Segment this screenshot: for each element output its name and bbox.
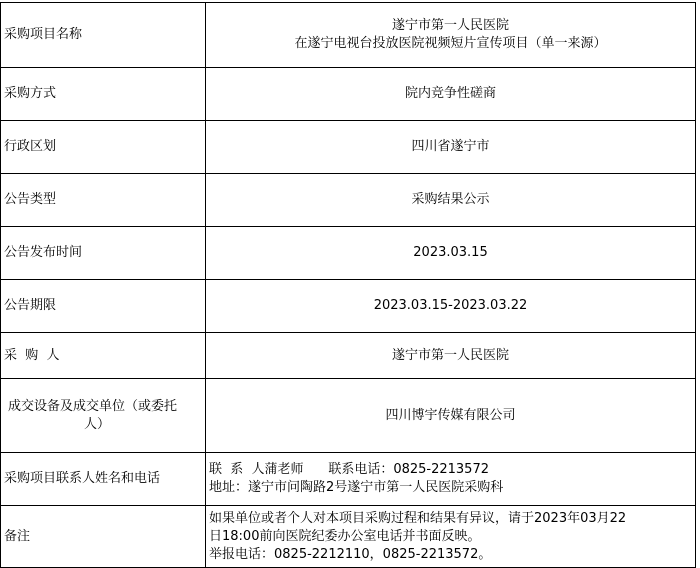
table-row — [1, 227, 696, 280]
table-row — [1, 121, 696, 174]
remarks-line-3: 举报电话：0825-2212110，0825-2213572。 — [209, 546, 492, 562]
remarks-line-2: 日18:00前向医院纪委办公室电话并书面反映。 — [209, 528, 481, 544]
value-contact-person — [206, 453, 696, 506]
table-row — [1, 379, 696, 453]
value-administrative-region: 四川省遂宁市 — [206, 121, 696, 174]
label-administrative-region: 行政区划 — [1, 121, 206, 174]
table-row — [1, 333, 696, 379]
contact-line: 联 系 人蒲老师 联系电话：0825-2213572 — [209, 462, 489, 477]
table-row — [1, 3, 696, 68]
table-row — [1, 280, 696, 333]
label-publish-date: 公告发布时间 — [1, 227, 206, 280]
value-winning-supplier: 四川博宇传媒有限公司 — [206, 379, 696, 453]
label-notice-type: 公告类型 — [1, 174, 206, 227]
label-procurement-method: 采购方式 — [1, 68, 206, 121]
procurement-notice-table — [0, 2, 696, 568]
table-row — [1, 506, 696, 568]
label-notice-period: 公告期限 — [1, 280, 206, 333]
value-remarks — [206, 506, 696, 568]
winning-supplier-label-line-2: 人） — [84, 416, 111, 432]
label-contact-person: 采购项目联系人姓名和电话 — [1, 453, 206, 506]
purchaser-label-text: 采 购 人 — [4, 347, 60, 363]
value-purchaser: 遂宁市第一人民医院 — [206, 333, 696, 379]
winning-supplier-label-line-1: 成交设备及成交单位（或委托 — [8, 398, 178, 414]
remarks-line-1: 如果单位或者个人对本项目采购过程和结果有异议，请于2023年03月22 — [209, 510, 627, 526]
label-project-name: 采购项目名称 — [1, 3, 206, 68]
value-procurement-method: 院内竞争性磋商 — [206, 68, 696, 121]
label-remarks: 备注 — [1, 506, 206, 568]
value-publish-date: 2023.03.15 — [206, 227, 696, 280]
project-name-line-1: 遂宁市第一人民医院 — [391, 18, 509, 33]
address-line: 地址：遂宁市问陶路2号遂宁市第一人民医院采购科 — [209, 480, 504, 495]
table-row — [1, 453, 696, 506]
label-purchaser — [1, 333, 206, 379]
label-winning-supplier — [1, 379, 206, 453]
value-project-name — [206, 3, 696, 68]
value-notice-type: 采购结果公示 — [206, 174, 696, 227]
value-notice-period: 2023.03.15-2023.03.22 — [206, 280, 696, 333]
table-row — [1, 68, 696, 121]
table-row — [1, 174, 696, 227]
project-name-line-2: 在遂宁电视台投放医院视频短片宣传项目（单一来源） — [294, 36, 607, 51]
